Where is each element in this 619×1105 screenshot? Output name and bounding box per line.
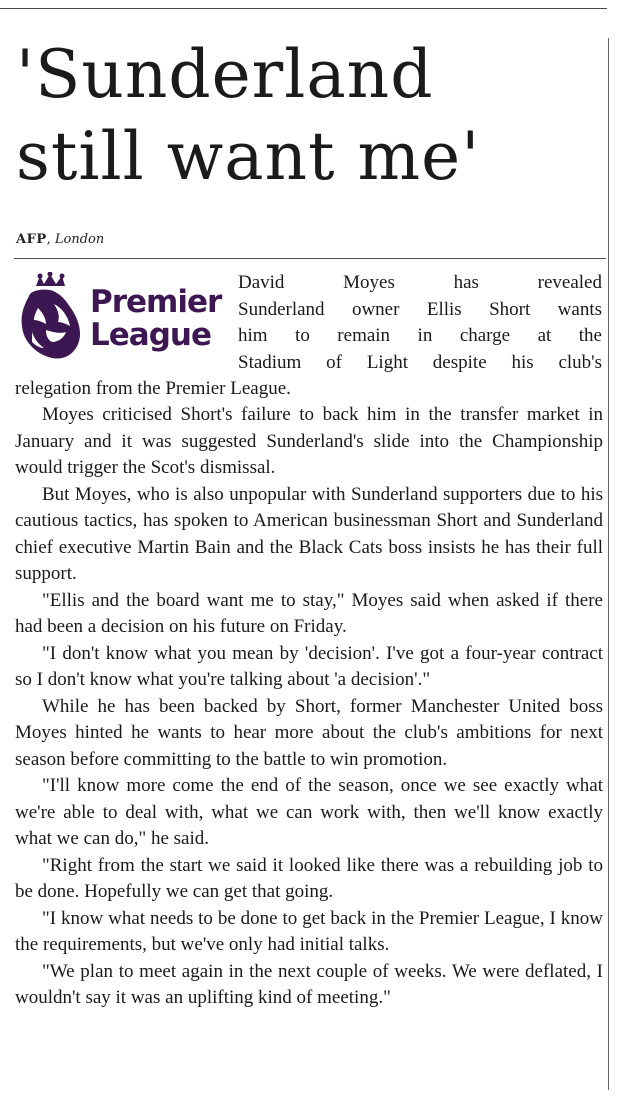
lead-line: David Moyes has revealed <box>238 272 602 293</box>
body-paragraph: "We plan to meet again in the next couple of weeks. We were deflated, I wouldn't say it was an uplifting kind of meeting." <box>15 960 603 1008</box>
body-paragraph: "Right from the start we said it looked like there was a rebuilding job to be done. Hopefully we can get that going. <box>15 854 603 902</box>
body-paragraph: "Ellis and the board want me to stay," Moyes said when asked if there had been a decision on his future on Friday. <box>15 589 603 637</box>
lead-paragraph-tail: relegation from the Premier League. <box>15 378 291 399</box>
body-paragraph: "I know what needs to be done to get back in the Premier League, I know the requirements, but we've only had initial talks. <box>15 907 603 955</box>
body-paragraph: But Moyes, who is also unpopular with Sunderland supporters due to his cautious tactics, has spoken to American businessman Short and Sunderland chief executive Martin Bain and the Black Cats boss insists he has their full support. <box>15 483 603 584</box>
logo-word-league: League <box>90 317 211 353</box>
headline-line-1: 'Sunderland <box>16 36 434 113</box>
byline <box>16 232 104 248</box>
lead-line: Stadium of Light despite his club's <box>238 351 602 373</box>
top-rule <box>0 8 607 9</box>
byline-rule <box>14 258 606 259</box>
lead-line: him to remain in charge at the <box>238 325 602 346</box>
lead-line: Sunderland owner Ellis Short wants <box>238 298 602 320</box>
headline <box>16 34 606 198</box>
body-paragraph: While he has been backed by Short, former Manchester United boss Moyes hinted he wants to hear more about the club's ambitions for next season before committing to the battle to win promotion. <box>15 695 603 770</box>
headline-line-2: still want me' <box>16 118 481 195</box>
column-rule <box>608 38 609 1090</box>
logo-wordmark <box>90 286 221 352</box>
body-paragraph: Moyes criticised Short's failure to back him in the transfer market in January and it was suggested Sunderland's slide into the Championship would trigger the Scot's dismissal. <box>15 404 603 478</box>
lion-icon <box>16 272 88 364</box>
logo-word-premier: Premier <box>90 284 222 320</box>
byline-agency: AFP <box>16 232 47 247</box>
article-body <box>15 402 603 1012</box>
body-paragraph: "I don't know what you mean by 'decision'. I've got a four-year contract so I don't know what you're talking about 'a decision'." <box>15 642 603 690</box>
byline-separator: , <box>46 232 55 247</box>
premier-league-logo <box>16 272 226 364</box>
body-paragraph: "I'll know more come the end of the season, once we see exactly what we're able to deal with, what we can work with, then we'll know exactly what we can do," he said. <box>15 775 603 849</box>
lead-paragraph <box>238 270 602 376</box>
byline-city: London <box>54 232 105 247</box>
